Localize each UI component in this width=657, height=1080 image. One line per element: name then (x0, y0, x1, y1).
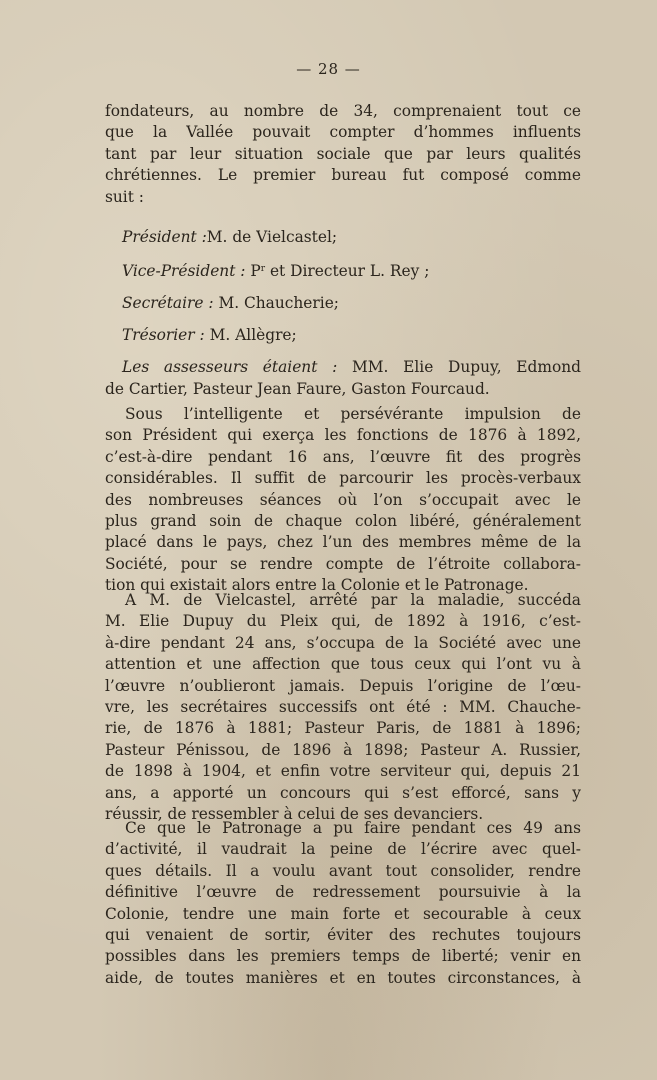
text-line: considérables. Il suffit de parcourir les procès-verbaux (105, 469, 581, 488)
text-line: qui venaient de sortir, éviter des rechutes toujours (105, 926, 581, 945)
text-line: définitive l’œuvre de redressement poursuivie à la (105, 883, 581, 902)
text-line: Société, pour se rendre compte de l’étroite collabora- (105, 554, 581, 573)
text-line: M. Elie Dupuy du Pleix qui, de 1892 à 1916, c’est- (105, 612, 581, 631)
text-line: rie, de 1876 à 1881; Pasteur Paris, de 1881 à 1896; (105, 719, 581, 738)
officer-treasurer (105, 325, 581, 346)
officers-list (105, 227, 581, 400)
text-line: Sous l’intelligente et persévérante impulsion de (125, 405, 581, 423)
text-line: réussir, de ressembler à celui de ses devanciers. (105, 805, 484, 824)
text-line: à-dire pendant 24 ans, s’occupa de la Société avec une (105, 633, 581, 652)
text-line: son Président qui exerça les fonctions de 1876 à 1892, (105, 426, 581, 445)
officer-assessors (105, 357, 581, 378)
officer-name: M. Chaucherie; (213, 294, 339, 313)
superscript: r (260, 264, 266, 275)
text-line: tant par leur situation sociale que par leurs qualités (105, 144, 581, 163)
text-line: tion qui existait alors entre la Colonie et le Patronage. (105, 576, 529, 595)
text-line: Colonie, tendre une main forte et secourable à ceux (105, 904, 581, 923)
paragraph-successors (105, 590, 581, 825)
officer-name: et Directeur L. Rey ; (265, 262, 430, 281)
text-line: plus grand soin de chaque colon libéré, généralement (105, 512, 581, 531)
officer-secretary (105, 293, 581, 314)
officer-role: Président : (122, 228, 207, 246)
paragraph-president-impulse (105, 404, 581, 597)
text-line: placé dans le pays, chez l’un des membres même de la (105, 533, 581, 552)
officer-name: M. de Vielcastel; (206, 228, 338, 246)
text-line: Ce que le Patronage a pu faire pendant ces 49 ans (125, 819, 581, 837)
text-line: de 1898 à 1904, et enfin votre serviteur qui, depuis 21 (105, 762, 581, 781)
text-line: possibles dans les premiers temps de liberté; venir en (105, 947, 581, 966)
text-line: Pasteur Pénissou, de 1896 à 1898; Pasteur A. Russier, (105, 740, 581, 759)
officer-role: Vice-Président : (122, 262, 246, 281)
officer-assessors-cont: de Cartier, Pasteur Jean Faure, Gaston Fourcaud. (105, 379, 490, 398)
text-line: A M. de Vielcastel, arrêté par la maladie, succéda (125, 591, 581, 609)
text-line: l’œuvre n’oublieront jamais. Depuis l’origine de l’œu- (105, 676, 581, 695)
officer-role: Les assesseurs étaient : (122, 358, 338, 377)
text-line: d’activité, il vaudrait la peine de l’écrire avec quel- (105, 840, 581, 859)
officer-name: P (245, 262, 261, 281)
paragraph-founders (105, 101, 581, 208)
page-number: — 28 — (296, 60, 361, 78)
officer-vice-president (105, 259, 581, 282)
text-line: ques détails. Il a voulu avant tout consolider, rendre (105, 861, 581, 880)
text-line: attention et une affection que tous ceux qui l’ont vu à (105, 655, 581, 674)
paragraph-patronage-activity (105, 818, 581, 989)
officer-name: MM. Elie Dupuy, Edmond (337, 358, 582, 377)
text-line: suit : (105, 187, 144, 206)
text-line: c’est-à-dire pendant 16 ans, l’œuvre fit des progrès (105, 447, 581, 466)
officer-name: M. Allègre; (204, 326, 297, 345)
officer-president (105, 227, 581, 248)
officer-role: Trésorier : (122, 326, 205, 345)
officer-role: Secrétaire : (122, 294, 214, 313)
text-line: aide, de toutes manières et en toutes circonstances, à (105, 968, 581, 987)
text-line: ans, a apporté un concours qui s’est efforcé, sans y (105, 783, 581, 802)
text-line: fondateurs, au nombre de 34, comprenaient tout ce (105, 102, 581, 120)
text-line: des nombreuses séances où l’on s’occupait avec le (105, 490, 581, 509)
text-line: que la Vallée pouvait compter d’hommes influents (105, 123, 581, 142)
text-line: vre, les secrétaires successifs ont été : MM. Chauche- (105, 698, 581, 717)
text-line: chrétiennes. Le premier bureau fut composé comme (105, 166, 581, 185)
